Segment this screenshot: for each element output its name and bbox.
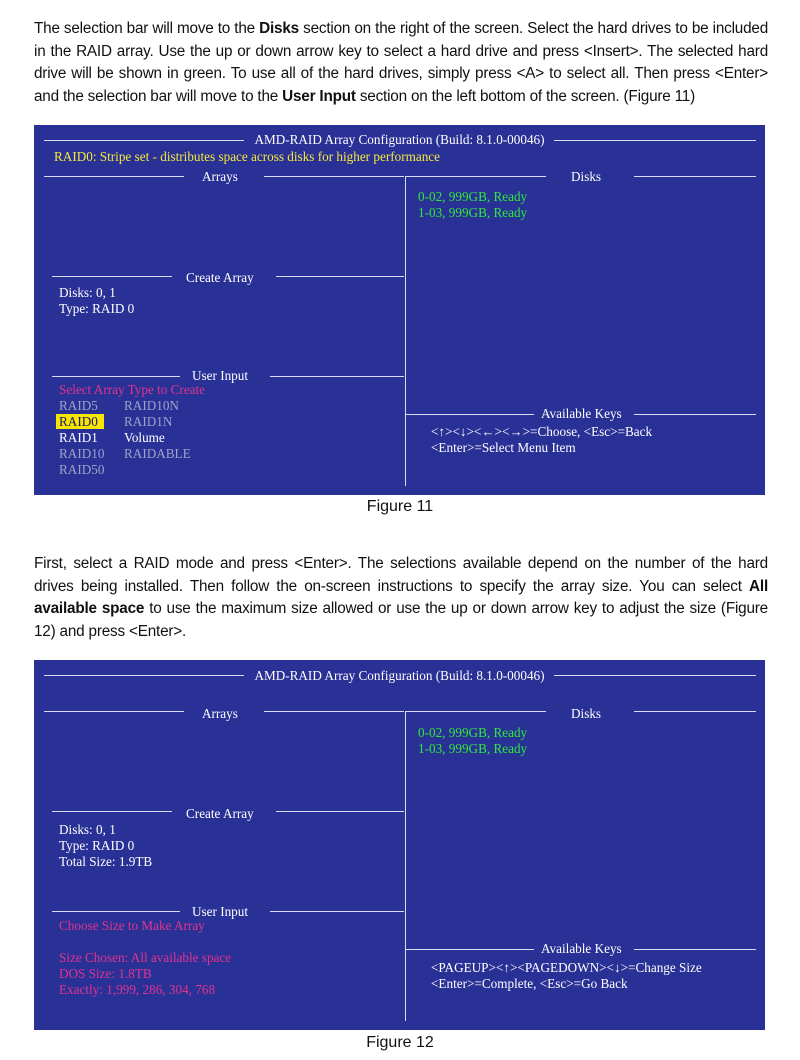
key-help-complete: <Enter>=Complete, <Esc>=Go Back bbox=[431, 976, 628, 991]
user-input-prompt: Choose Size to Make Array bbox=[59, 918, 205, 933]
para1-bold-disks: Disks bbox=[259, 20, 299, 37]
exact-size-value: Exactly: 1,999, 286, 304, 768 bbox=[59, 982, 216, 997]
user-input-prompt: Select Array Type to Create bbox=[59, 382, 206, 397]
available-keys-section-header: Available Keys bbox=[541, 941, 622, 956]
raid10n-option[interactable]: RAID10N bbox=[124, 398, 179, 413]
raidable-option[interactable]: RAIDABLE bbox=[124, 446, 191, 461]
key-help-change-size: <PAGEUP><↑><PAGEDOWN><↓>=Change Size bbox=[431, 960, 702, 975]
create-array-disks: Disks: 0, 1 bbox=[59, 285, 116, 300]
bios-title: AMD-RAID Array Configuration (Build: 8.1.0-00046) bbox=[254, 132, 545, 147]
para2-text-2: to use the maximum size allowed or use the up or down arrow key to adjust the size (Figure 12) and press <Enter>. bbox=[34, 600, 768, 640]
disk-item[interactable]: 1-03, 999GB, Ready bbox=[418, 205, 528, 220]
available-keys-section-header: Available Keys bbox=[541, 406, 622, 421]
figure-11-bios-screen bbox=[34, 125, 765, 495]
para1-text-1: The selection bar will move to the bbox=[34, 20, 260, 37]
disk-item[interactable]: 0-02, 999GB, Ready bbox=[418, 189, 528, 204]
para1-text-2: section on the right of the screen. Select the hard drives to be included in the RAID array. Use the up or down arrow key to select a hard drive and press <Insert>. The selected hard drive will be shown in green. To use all of the hard drives, simply press <A> to select all. Then press <Enter> and the selection bar will move to the bbox=[34, 20, 769, 105]
figure-11-caption: Figure 11 bbox=[366, 498, 434, 515]
figure-12-caption: Figure 12 bbox=[366, 1034, 434, 1051]
create-array-type: Type: RAID 0 bbox=[59, 838, 135, 853]
para1-bold-user-input: User Input bbox=[282, 87, 356, 105]
create-array-section-header: Create Array bbox=[186, 270, 254, 285]
disk-item[interactable]: 0-02, 999GB, Ready bbox=[418, 725, 528, 740]
volume-option[interactable]: Volume bbox=[124, 430, 165, 445]
create-array-section-header: Create Array bbox=[186, 806, 254, 821]
user-input-section-header: User Input bbox=[192, 368, 249, 383]
user-input-section-header: User Input bbox=[192, 904, 249, 919]
dos-size-value: DOS Size: 1.8TB bbox=[59, 966, 152, 981]
size-chosen-option[interactable]: Size Chosen: All available space bbox=[59, 950, 232, 965]
disks-section-header: Disks bbox=[571, 706, 602, 721]
disk-item[interactable]: 1-03, 999GB, Ready bbox=[418, 741, 528, 756]
arrays-section-header: Arrays bbox=[202, 169, 238, 184]
create-array-type: Type: RAID 0 bbox=[59, 301, 135, 316]
raid1n-option[interactable]: RAID1N bbox=[124, 414, 173, 429]
intro-paragraph-disks bbox=[34, 18, 768, 108]
para2-bold-all-available: All available space bbox=[34, 577, 768, 617]
para1-text-3: section on the left bottom of the screen. (Figure 11) bbox=[355, 87, 696, 105]
key-help-select: <Enter>=Select Menu Item bbox=[431, 440, 576, 455]
key-help-navigate: <↑><↓><←><→>=Choose, <Esc>=Back bbox=[431, 424, 653, 439]
intro-paragraph-raid-mode bbox=[34, 553, 768, 643]
raid0-option-selected[interactable] bbox=[59, 414, 104, 430]
create-array-total-size: Total Size: 1.9TB bbox=[59, 854, 153, 869]
raid-description: RAID0: Stripe set - distributes space across disks for higher performance bbox=[54, 149, 440, 164]
raid1-option[interactable]: RAID1 bbox=[59, 430, 98, 445]
arrays-section-header: Arrays bbox=[202, 706, 238, 721]
raid10-option[interactable]: RAID10 bbox=[59, 446, 105, 461]
bios-title: AMD-RAID Array Configuration (Build: 8.1.0-00046) bbox=[254, 668, 545, 683]
para2-text-1: First, select a RAID mode and press <Enter>. The selections available depend on the number of the hard drives being installed. Then follow the on-screen instructions to specify the array size. You can select bbox=[34, 555, 768, 595]
raid5-option[interactable]: RAID5 bbox=[59, 398, 98, 413]
raid50-option[interactable]: RAID50 bbox=[59, 462, 105, 477]
create-array-disks: Disks: 0, 1 bbox=[59, 822, 116, 837]
figure-12-bios-screen bbox=[34, 660, 765, 1030]
disks-section-header: Disks bbox=[571, 169, 602, 184]
raid0-option-label: RAID0 bbox=[56, 414, 104, 429]
